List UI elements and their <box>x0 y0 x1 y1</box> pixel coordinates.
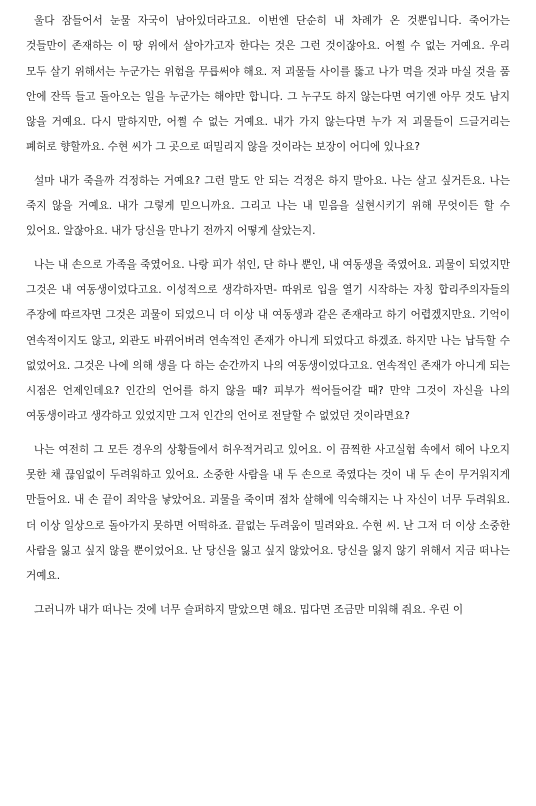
paragraph: 울다 잠들어서 눈물 자국이 남아있더라고요. 이번엔 단순히 내 차례가 온 것뿐입니다. 죽어가는 것들만이 존재하는 이 땅 위에서 살아가고자 한다는 것은 그런 것이잖아요. 어쩔 수 없는 거예요. 우리 모두 살기 위해서는 누군가는 위험을 무릅써야 해요. 저 괴물들 사이를 뚫고 나가 먹을 것과 마실 것을 품 안에 잔뜩 들고 돌아오는 일을 누군가는 해야만 합니다. 그 누구도 하지 않는다면 여기엔 아무 것도 남지 않을 거예요. 다시 말하지만, 어쩔 수 없는 거예요. 내가 가지 않는다면 누가 저 괴물들이 드글거리는 폐허로 향할까요. 수현 씨가 그 곳으로 떠밀리지 않을 것이라는 보장이 어디에 있나요? <box>26 15 510 154</box>
paragraph: 그러니까 내가 떠나는 것에 너무 슬퍼하지 말았으면 해요. 밉다면 조금만 미워해 줘요. 우린 이 <box>34 603 464 616</box>
paragraph: 나는 여전히 그 모든 경우의 상황들에서 허우적거리고 있어요. 이 끔찍한 사고실험 속에서 헤어 나오지 못한 채 끊임없이 두려워하고 있어요. 소중한 사람을 내 두 손으로 죽였다는 것이 내 두 손이 무거워지게 만들어요. 내 손 끝이 죄악을 낳았어요. 괴물을 죽이며 점차 살해에 익숙해지는 나 자신이 너무 두려워요. 더 이상 일상으로 돌아가지 못하면 어떡하죠. 끝없는 두려움이 밀려와요. 수현 씨. 난 그저 더 이상 소중한 사람을 잃고 싶지 않을 뿐이었어요. 난 당신을 잃고 싶지 않았어요. 당신을 잃지 않기 위해서 지금 떠나는 거예요. <box>26 443 510 583</box>
paragraph: 설마 내가 죽을까 걱정하는 거예요? 그런 말도 안 되는 걱정은 하지 말아요. 나는 살고 싶거든요. 나는 죽지 않을 거예요. 내가 그렇게 믿으니까요. 그리고 나는 내 믿음을 실현시키기 위해 무엇이든 할 수 있어요. 알잖아요. 내가 당신을 만나기 전까지 어떻게 살았는지. <box>26 174 510 238</box>
paragraph: 나는 내 손으로 가족을 죽였어요. 나랑 피가 섞인, 단 하나 뿐인, 내 여동생을 죽였어요. 괴물이 되었지만 그것은 내 여동생이었다고요. 이성적으로 생각하자면- 따위로 입을 열기 시작하는 자칭 합리주의자들의 주장에 따르자면 그것은 괴물이 되었으니 더 이상 내 여동생과 같은 존재라고 하기 어렵겠지만요. 기억이 연속적이지도 않고, 외관도 바뀌어버려 연속적인 존재가 아니게 되었다고 하겠죠. 하지만 나는 납득할 수 없었어요. 그것은 나에 의해 생을 다 하는 순간까지 나의 여동생이었다고요. 연속적인 존재가 아니게 되는 시점은 언제인데요? 인간의 언어를 하지 않을 때? 피부가 썩어들어갈 때? 만약 그것이 자신을 나의 여동생이라고 생각하고 있었지만 그저 인간의 언어로 전달할 수 없었던 것이라면요? <box>26 258 510 423</box>
